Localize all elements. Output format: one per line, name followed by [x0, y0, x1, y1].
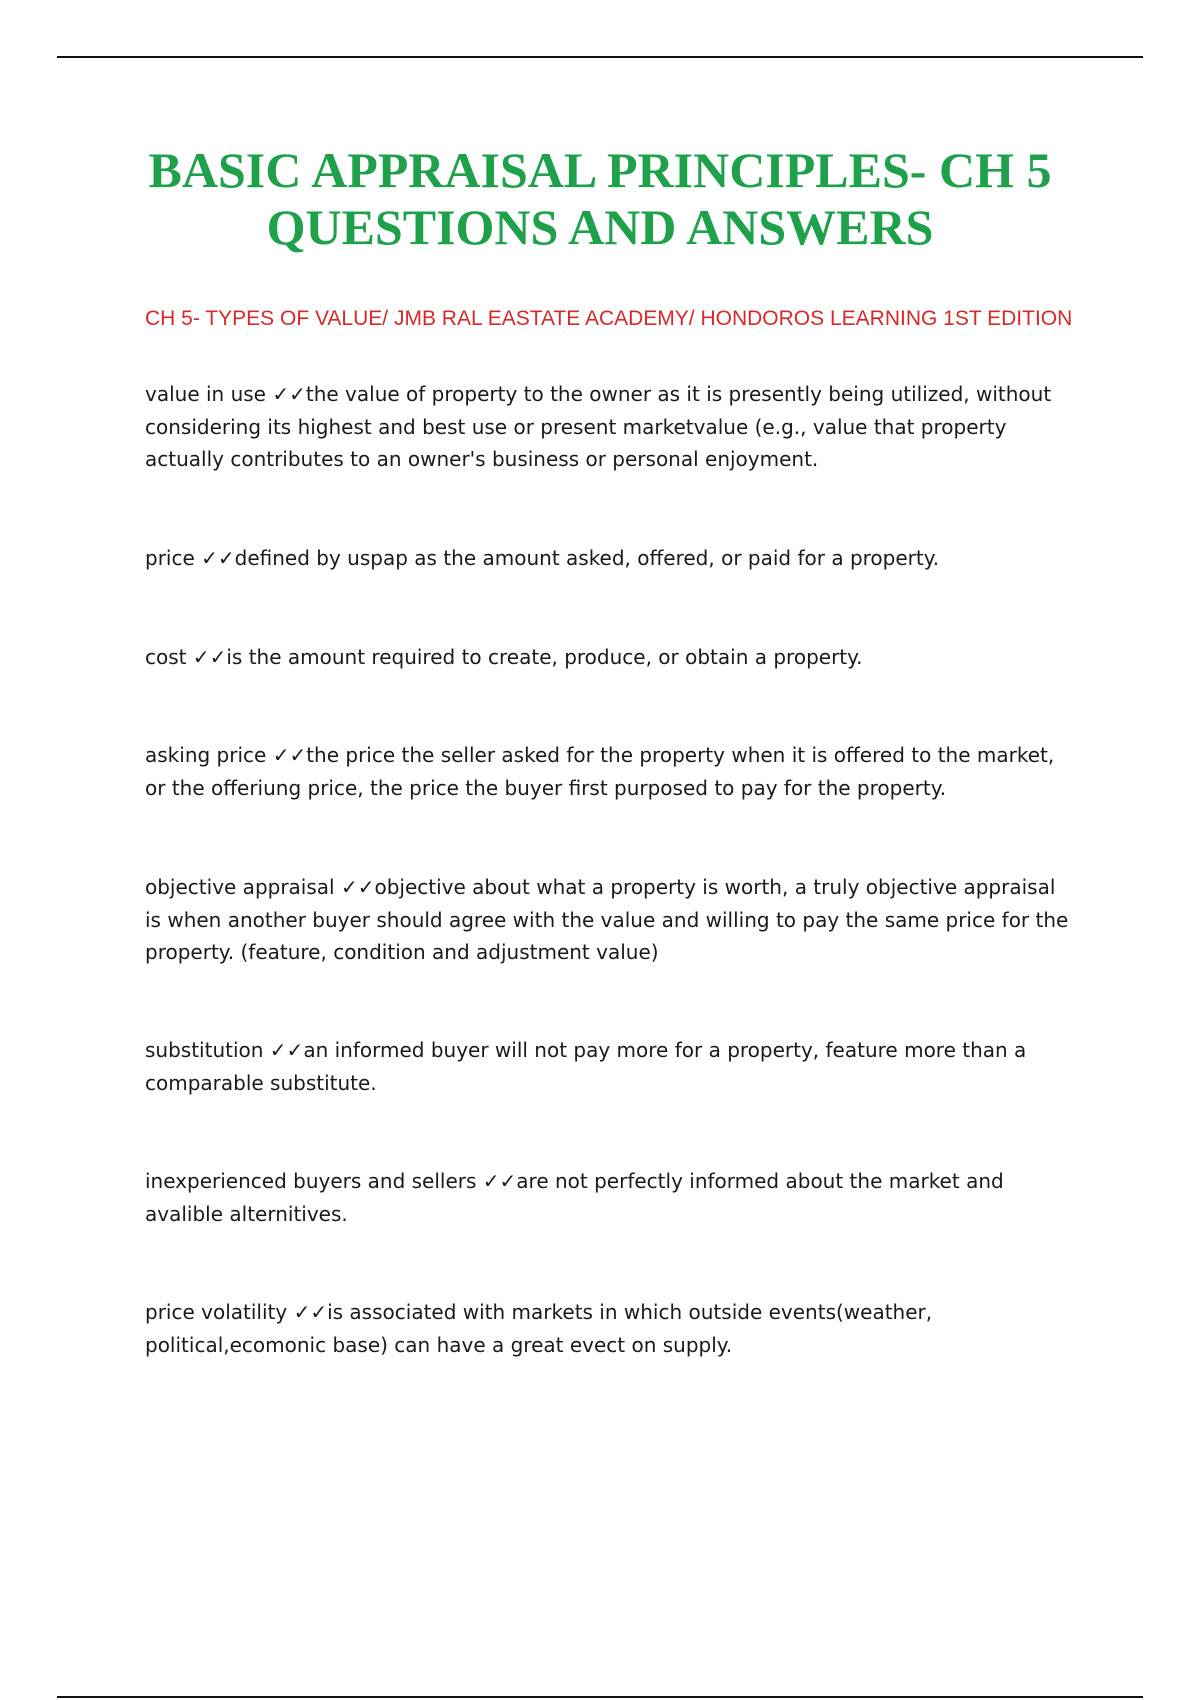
double-check-icon: ✓✓	[482, 1169, 517, 1193]
qa-item	[145, 1165, 1075, 1230]
qa-definition: an informed buyer will not pay more for a property, feature more than a comparable substitute.	[145, 1038, 1027, 1095]
document-title: BASIC APPRAISAL PRINCIPLES- CH 5 QUESTIONS AND ANSWERS	[148, 142, 1052, 255]
qa-term: inexperienced buyers and sellers	[145, 1169, 477, 1193]
qa-term: price	[145, 546, 195, 570]
qa-term: asking price	[145, 743, 267, 767]
qa-item	[145, 1034, 1075, 1099]
qa-item	[145, 739, 1075, 804]
qa-term: substitution	[145, 1038, 264, 1062]
bottom-rule	[57, 1696, 1143, 1698]
qa-definition: the price the seller asked for the property when it is offered to the market, or the offeriung price, the price the buyer first purposed to pay for the property.	[145, 743, 1055, 800]
qa-item	[145, 1296, 1075, 1361]
double-check-icon: ✓✓	[269, 1038, 304, 1062]
qa-term: price volatility	[145, 1300, 288, 1324]
qa-definition: objective about what a property is worth, a truly objective appraisal is when another buyer should agree with the value and willing to pay the same price for the property. (feature, condition and adjustment value)	[145, 875, 1069, 964]
qa-item	[145, 378, 1075, 476]
qa-definition: the value of property to the owner as it is presently being utilized, without considering its highest and best use or present marketvalue (e.g., value that property actually contributes to an owner's business or personal enjoyment.	[145, 382, 1052, 471]
double-check-icon: ✓✓	[272, 743, 307, 767]
qa-definition: are not perfectly informed about the market and avalible alternitives.	[145, 1169, 1004, 1226]
qa-term: cost	[145, 645, 187, 669]
document-subtitle: CH 5- TYPES OF VALUE/ JMB RAL EASTATE ACADEMY/ HONDOROS LEARNING 1ST EDITION	[145, 307, 1073, 330]
qa-term: value in use	[145, 382, 266, 406]
double-check-icon: ✓✓	[340, 875, 375, 899]
double-check-icon: ✓✓	[272, 382, 306, 406]
qa-item	[145, 641, 1075, 674]
top-rule	[57, 56, 1143, 58]
double-check-icon: ✓✓	[201, 546, 235, 570]
qa-term: objective appraisal	[145, 875, 335, 899]
qa-definition: is associated with markets in which outside events(weather, political,ecomonic base) can have a great evect on supply.	[145, 1300, 933, 1357]
qa-definition: defined by uspap as the amount asked, offered, or paid for a property.	[234, 546, 940, 570]
qa-item	[145, 542, 1075, 575]
qa-item	[145, 871, 1075, 969]
double-check-icon: ✓✓	[293, 1300, 328, 1324]
double-check-icon: ✓✓	[192, 645, 227, 669]
qa-definition: is the amount required to create, produce, or obtain a property.	[226, 645, 863, 669]
